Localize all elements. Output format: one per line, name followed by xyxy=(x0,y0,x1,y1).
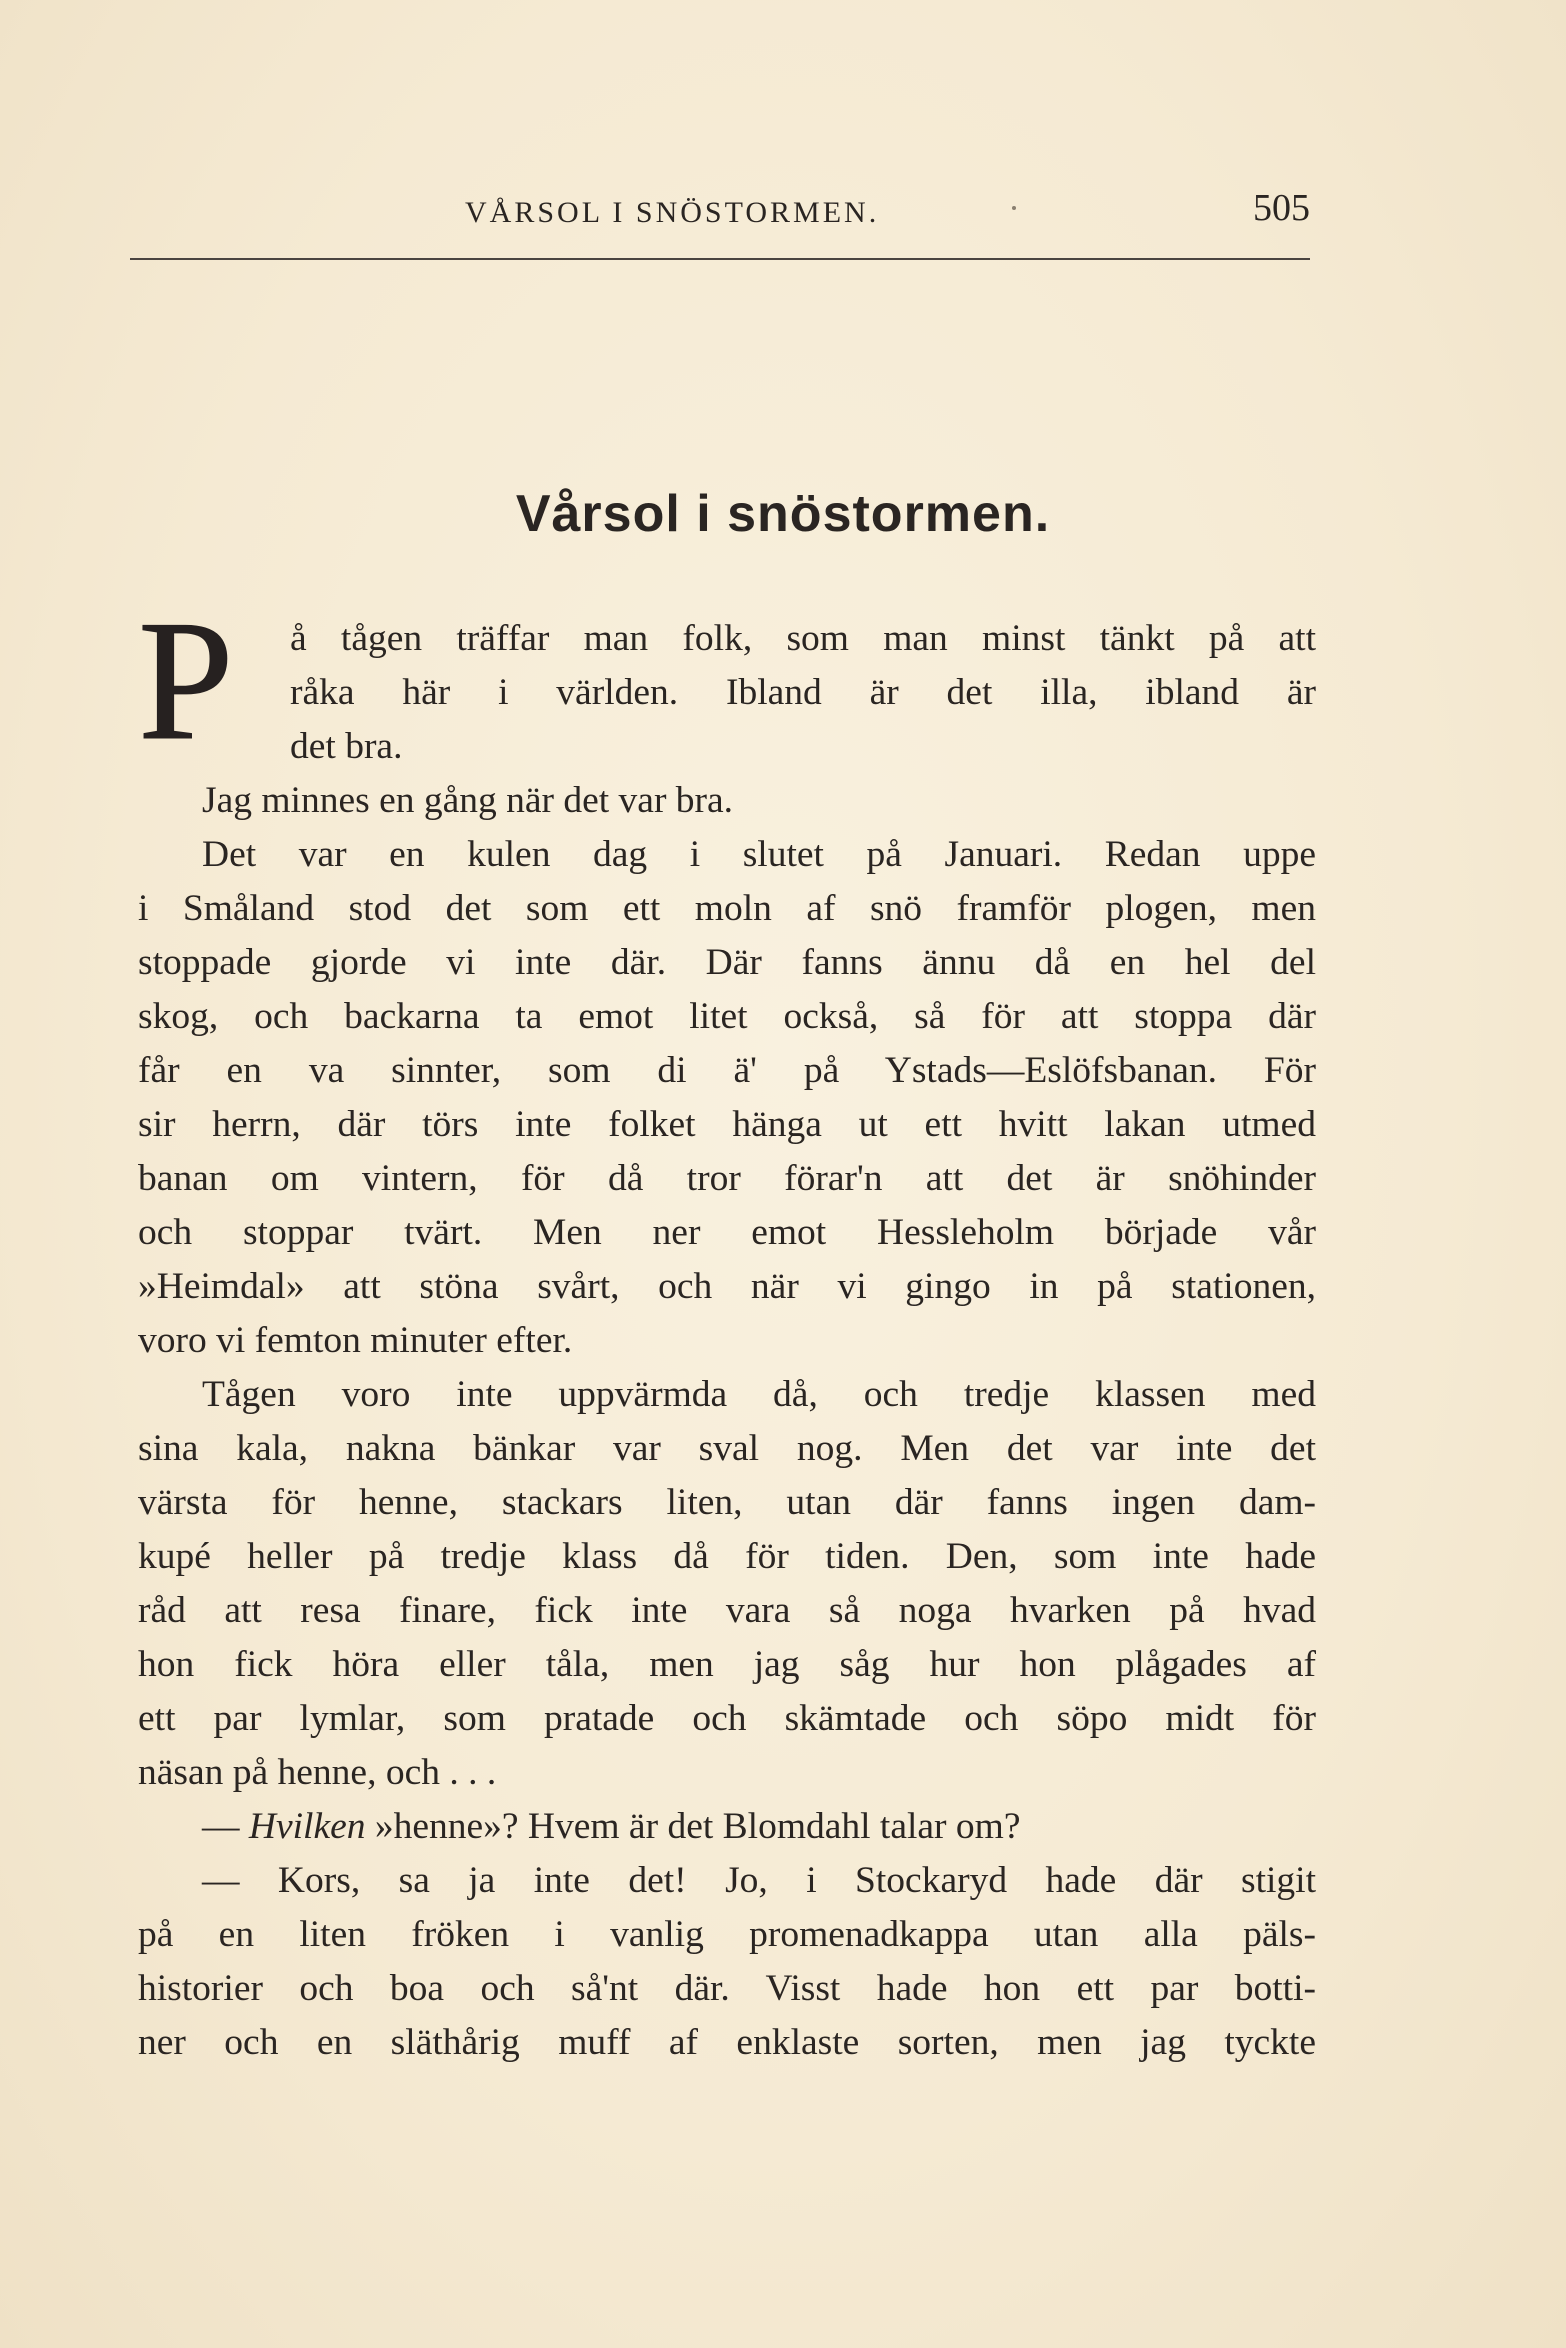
header-rule xyxy=(130,258,1310,260)
drop-cap: P xyxy=(138,586,234,776)
text-line: stoppade gjorde vi inte där. Där fanns ännu då en hel del xyxy=(138,942,1316,983)
text-line: kupé heller på tredje klass då för tiden. Den, som inte hade xyxy=(138,1536,1316,1577)
print-speck xyxy=(1012,206,1016,210)
paragraph xyxy=(138,828,1316,1368)
text-line: näsan på henne, och . . . xyxy=(138,1752,497,1793)
dialogue-dash: — xyxy=(202,1806,240,1847)
page-number: 505 xyxy=(1253,187,1310,229)
text-line: i Småland stod det som ett moln af snö framför plogen, men xyxy=(138,888,1316,929)
text-line: värsta för henne, stackars liten, utan där fanns ingen dam- xyxy=(138,1482,1316,1523)
text-line: råd att resa finare, fick inte vara så noga hvarken på hvad xyxy=(138,1590,1316,1631)
text-line: sir herrn, där törs inte folket hänga ut ett hvitt lakan utmed xyxy=(138,1104,1316,1145)
text-line: »Heimdal» att stöna svårt, och när vi gingo in på stationen, xyxy=(138,1266,1316,1307)
text-line: och stoppar tvärt. Men ner emot Hessleholm började vår xyxy=(138,1212,1316,1253)
paragraph xyxy=(138,1854,1316,2070)
text-line: banan om vintern, för då tror förar'n att det är snöhinder xyxy=(138,1158,1316,1199)
opening-paragraph xyxy=(138,586,1316,776)
dialogue-italic-word: Hvilken xyxy=(248,1806,366,1847)
paragraph xyxy=(138,1368,1316,1800)
text-line: Jag minnes en gång när det var bra. xyxy=(202,780,734,821)
text-line: Tågen voro inte uppvärmda då, och tredje klassen med xyxy=(202,1374,1316,1415)
text-line: råka här i världen. Ibland är det illa, ibland är xyxy=(290,672,1316,713)
text-line: — Kors, sa ja inte det! Jo, i Stockaryd hade där stigit xyxy=(202,1860,1316,1901)
chapter-title: Vårsol i snöstormen. xyxy=(515,485,1051,543)
paragraph xyxy=(138,774,1316,828)
dialogue-rest: »henne»? Hvem är det Blomdahl talar om? xyxy=(374,1806,1021,1847)
text-line: ett par lymlar, som pratade och skämtade och söpo midt för xyxy=(138,1698,1316,1739)
dialogue-line xyxy=(138,1800,1316,1854)
drop-cap-lines xyxy=(290,612,1316,774)
text-line: ner och en släthårig muff af enklaste sorten, men jag tyckte xyxy=(138,2022,1316,2063)
text-line: historier och boa och så'nt där. Visst hade hon ett par botti- xyxy=(138,1968,1316,2009)
text-line: å tågen träffar man folk, som man minst tänkt på att xyxy=(290,618,1316,659)
text-line: det bra. xyxy=(290,726,403,767)
text-line: på en liten fröken i vanlig promenadkappa utan alla päls- xyxy=(138,1914,1316,1955)
text-line: hon fick höra eller tåla, men jag såg hur hon plågades af xyxy=(138,1644,1316,1685)
text-line: sina kala, nakna bänkar var sval nog. Men det var inte det xyxy=(138,1428,1316,1469)
text-line: Det var en kulen dag i slutet på Januari. Redan uppe xyxy=(202,834,1316,875)
text-line: får en va sinnter, som di ä' på Ystads—Eslöfsbanan. För xyxy=(138,1050,1316,1091)
text-line: skog, och backarna ta emot litet också, så för att stoppa där xyxy=(138,996,1316,1037)
body-text xyxy=(138,586,1316,2070)
running-head: VÅRSOL I SNÖSTORMEN. xyxy=(465,196,880,229)
text-line: voro vi femton minuter efter. xyxy=(138,1320,573,1361)
